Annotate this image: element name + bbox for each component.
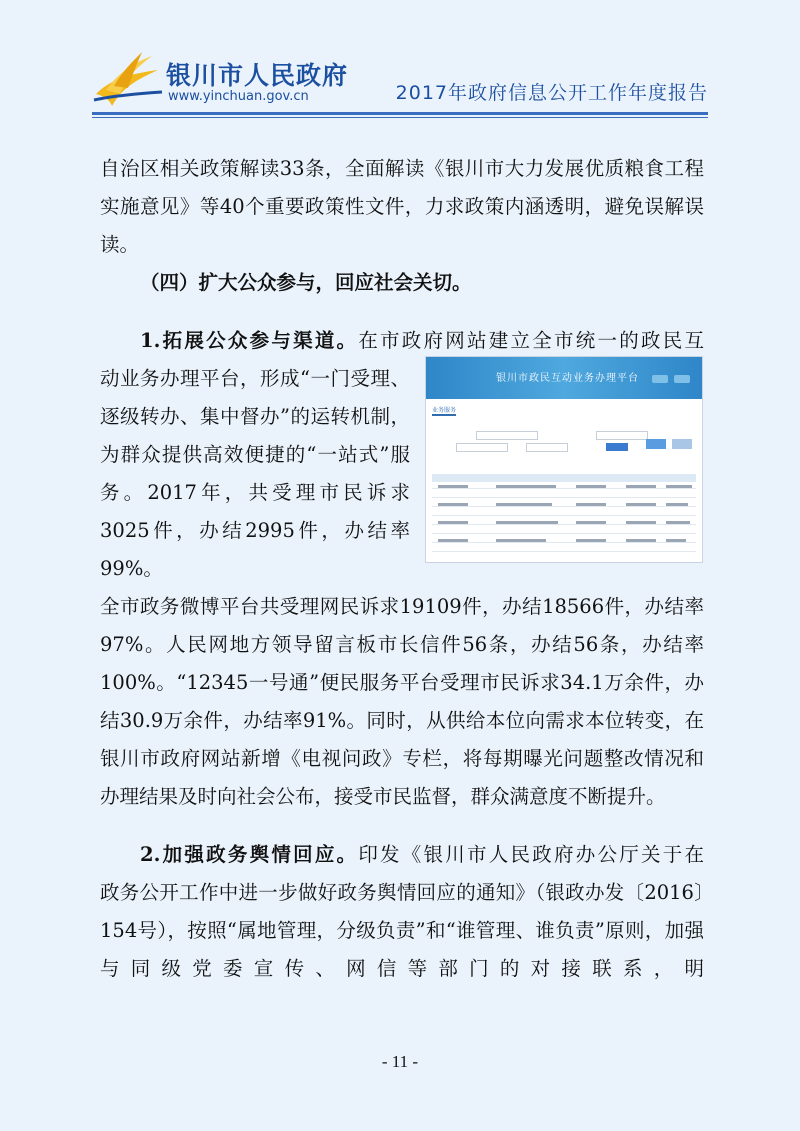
subheading-public-participation: 1.拓展公众参与渠道。	[140, 329, 359, 352]
screenshot-button	[672, 439, 692, 449]
screenshot-cell	[626, 503, 656, 506]
screenshot-cell	[576, 503, 606, 506]
screenshot-table-line	[432, 506, 696, 507]
screenshot-cell	[626, 521, 656, 524]
paragraph-public-participation-line1	[140, 322, 704, 360]
subheading-public-opinion: 2.加强政务舆情回应。	[140, 843, 359, 866]
screenshot-cell	[666, 485, 692, 488]
screenshot-cell	[496, 485, 556, 488]
screenshot-cell	[626, 539, 656, 542]
report-title: 2017年政府信息公开工作年度报告	[395, 82, 708, 104]
screenshot-cell	[576, 521, 606, 524]
paragraph-text: 印发《银川市人民政府办公厅关于在	[358, 843, 704, 866]
paragraph-public-participation-wrap: 动业务办理平台，形成“一门受理、逐级转办、集中督办”的运转机制，为群众提供高效便捷的“一站式”服务。2017年，共受理市民诉求3025件，办结2995件，办结率99%。	[100, 367, 410, 580]
paragraph-policy-interpretation: 自治区相关政策解读33条，全面解读《银川市大力发展优质粮食工程实施意见》等40个重要政策性文件，力求政策内涵透明，避免误解误读。	[100, 157, 704, 256]
screenshot-banner	[426, 357, 702, 399]
paragraph-public-opinion-cont: 政务公开工作中进一步做好政务舆情回应的通知》（银政办发〔2016〕154号），按照“属地管理，分级负责”和“谁管理、谁负责”原则，加强与同级党委宣传、网信等部门的对接联系，明	[100, 881, 704, 980]
screenshot-cell	[496, 521, 558, 524]
screenshot-cell	[576, 485, 606, 488]
screenshot-title: 银川市政民互动业务办理平台	[496, 373, 639, 384]
screenshot-table-line	[432, 497, 696, 498]
screenshot-cell	[438, 539, 468, 542]
screenshot-table-header	[432, 474, 696, 482]
screenshot-cell	[626, 485, 656, 488]
section-heading: （四）扩大公众参与，回应社会关切。	[140, 271, 472, 294]
city-logo-icon	[92, 50, 164, 108]
site-name: 银川市人民政府	[166, 61, 349, 90]
screenshot-field	[456, 443, 508, 452]
screenshot-field	[526, 443, 568, 452]
screenshot-field	[476, 431, 538, 440]
header-rule	[92, 112, 708, 115]
screenshot-cell	[666, 503, 688, 506]
screenshot-cell	[496, 503, 552, 506]
paragraph-public-participation-cont: 全市政务微博平台共受理网民诉求19109件，办结18566件，办结率97%。人民网地方领导留言板市长信件56条，办结56条，办结率100%。“12345一号通”便民服务平台受理市民诉求34.1万余件，办结30.9万余件，办结率91%。同时，从供给本位向需求本位转变，在银川市政府网站新增《电视问政》专栏，将每期曝光问题整改情况和办理结果及时向社会公布，接受市民监督，群众满意度不断提升。	[100, 595, 704, 808]
screenshot-table-line	[432, 515, 696, 516]
paragraph-text: 在市政府网站建立全市统一的政民互	[358, 329, 704, 352]
header-rule-thin	[92, 117, 708, 118]
screenshot-button	[652, 375, 668, 383]
screenshot-table-line	[432, 488, 696, 489]
screenshot-cell	[496, 539, 546, 542]
screenshot-tab: 业务服务	[432, 407, 457, 414]
screenshot-cell	[438, 485, 468, 488]
screenshot-cell	[576, 539, 606, 542]
screenshot-button	[674, 375, 690, 383]
screenshot-cell	[666, 521, 690, 524]
screenshot-field	[596, 431, 648, 440]
screenshot-cell	[438, 503, 468, 506]
screenshot-cell	[666, 539, 686, 542]
screenshot-button	[606, 443, 628, 451]
page-number: - 11 -	[381, 1052, 419, 1071]
screenshot-cell	[438, 521, 468, 524]
site-url: www.yinchuan.gov.cn	[168, 89, 309, 104]
platform-screenshot	[425, 356, 703, 563]
screenshot-button	[646, 439, 666, 449]
screenshot-table-line	[432, 542, 696, 543]
screenshot-table-line	[432, 551, 696, 552]
screenshot-table-line	[432, 533, 696, 534]
screenshot-table-line	[432, 524, 696, 525]
paragraph-public-opinion-line1	[140, 836, 704, 874]
page-header	[0, 0, 800, 120]
